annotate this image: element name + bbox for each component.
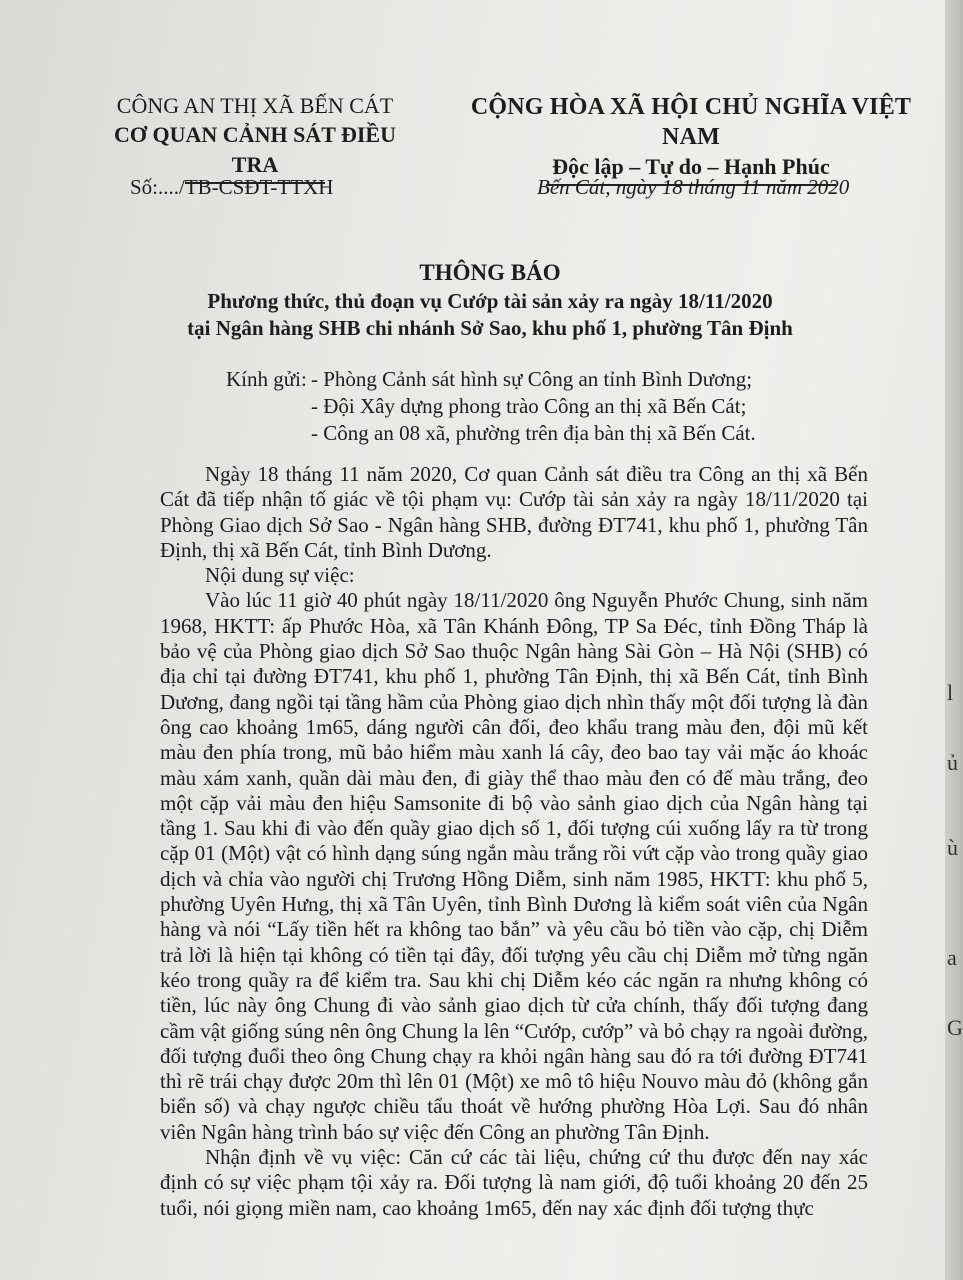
date-line: Bến Cát, ngày 18 tháng 11 năm 2020 (537, 175, 850, 199)
reference-number: Số:..../TB-CSĐT-TTXH (130, 175, 334, 199)
issuing-agency-header (90, 92, 420, 184)
notice-body (160, 462, 868, 1221)
notice-subtitle-2: tại Ngân hàng SHB chi nhánh Sở Sao, khu phố 1, phường Tân Định (187, 316, 793, 340)
body-paragraph: Vào lúc 11 giờ 40 phút ngày 18/11/2020 ông Nguyễn Phước Chung, sinh năm 1968, HKTT: ấp Phước Hòa, xã Tân Khánh Đông, TP Sa Đéc, tỉnh Đồng Tháp là bảo vệ của Phòng giao dịch Sở Sao thuộc Ngân hàng Sài Gòn – Hà Nội (SHB) có địa chỉ tại đường ĐT741, khu phố 1, phường Tân Định, thị xã Bến Cát, tỉnh Bình Dương, đang ngồi tại tầng hầm của Phòng giao dịch nhìn thấy một đối tượng là đàn ông cao khoảng 1m65, dáng người cân đối, đeo khẩu trang màu đen, đội mũ kết màu đen phía trong, mũ bảo hiểm màu xanh lá cây, đeo bao tay vải mặc áo khoác màu xám xanh, quần dài màu đen, đi giày thể thao màu đen có đế màu trắng, đeo một cặp vải màu đen hiệu Samsonite đi bộ vào sảnh giao dịch của Ngân hàng tại tầng 1. Sau khi đi vào đến quầy giao dịch số 1, đối tượng cúi xuống lấy ra từ trong cặp 01 (Một) vật có hình dạng súng ngắn màu trắng rồi vứt cặp vào trong quầy giao dịch và chỉa vào người chị Trương Hồng Diễm, sinh năm 1985, HKTT: khu phố 5, phường Uyên Hưng, thị xã Tân Uyên, tỉnh Bình Dương là kiểm soát viên của Ngân hàng và nói “Lấy tiền hết ra không tao bắn” và yêu cầu bỏ tiền vào cặp, chị Diễm trả lời là hiện tại không có tiền tại đây, đối tượng yêu cầu chị Diễm mở từng ngăn kéo trong quầy ra để kiểm tra. Sau khi chị Diễm kéo các ngăn ra nhưng không có tiền, lúc này ông Chung đi vào sảnh giao dịch từ cửa chính, thấy đối tượng đang cầm vật giống súng nên ông Chung la lên “Cướp, cướp” và bỏ chạy ra ngoài đường, đối tượng đuổi theo ông Chung chạy ra khỏi ngân hàng sau đó ra tới đường ĐT741 thì rẽ trái chạy được 20m thì lên 01 (Một) xe mô tô hiệu Nouvo màu đỏ (không gắn biển số) và chạy ngược chiều tẩu thoát về hướng phường Hòa Lợi. Sau đó nhân viên Ngân hàng trình báo sự việc đến Công an phường Tân Định. (160, 588, 868, 1144)
national-title: CỘNG HÒA XÃ HỘI CHỦ NGHĨA VIỆT NAM (470, 94, 912, 150)
edge-glyph: l (947, 680, 954, 705)
body-paragraph: Nhận định về vụ việc: Căn cứ các tài liệu, chứng cứ thu được đến nay xác định có sự việc phạm tội xảy ra. Đối tượng là nam giới, độ tuổi khoảng 20 đến 25 tuổi, nói giọng miền nam, cao khoảng 1m65, đến nay xác định đối tượng thực (160, 1145, 868, 1220)
recipients-label: Kính gửi: (226, 367, 307, 391)
recipient-item: - Đội Xây dựng phong trào Công an thị xã Bến Cát; (311, 394, 747, 418)
edge-glyph: a (947, 945, 957, 970)
adjacent-page-edge (945, 0, 963, 1280)
edge-glyph: G (947, 1015, 963, 1040)
recipient-item: - Phòng Cảnh sát hình sự Công an tỉnh Bình Dương; (311, 367, 753, 391)
edge-glyph: ù (947, 835, 958, 860)
agency-line-1: CÔNG AN THỊ XÃ BẾN CÁT (116, 93, 394, 118)
national-motto: Độc lập – Tự do – Hạnh Phúc (552, 154, 830, 179)
national-header (452, 92, 930, 186)
notice-title-block (140, 258, 840, 342)
notice-subtitle-1: Phương thức, thủ đoạn vụ Cướp tài sản xảy ra ngày 18/11/2020 (207, 289, 773, 313)
agency-line-2: CƠ QUAN CẢNH SÁT ĐIỀU TRA (114, 122, 396, 177)
edge-glyph: ủ (947, 750, 958, 775)
recipient-item: - Công an 08 xã, phường trên địa bàn thị xã Bến Cát. (311, 421, 756, 445)
body-paragraph: Nội dung sự việc: (205, 563, 355, 588)
body-paragraph: Ngày 18 tháng 11 năm 2020, Cơ quan Cảnh sát điều tra Công an thị xã Bến Cát đã tiếp nhận tố giác về tội phạm vụ: Cướp tài sản xảy ra ngày 18/11/2020 tại Phòng Giao dịch Sở Sao - Ngân hàng SHB, đường ĐT741, khu phố 1, phường Tân Định, thị xã Bến Cát, tỉnh Bình Dương. (160, 462, 868, 562)
notice-title: THÔNG BÁO (419, 260, 561, 285)
